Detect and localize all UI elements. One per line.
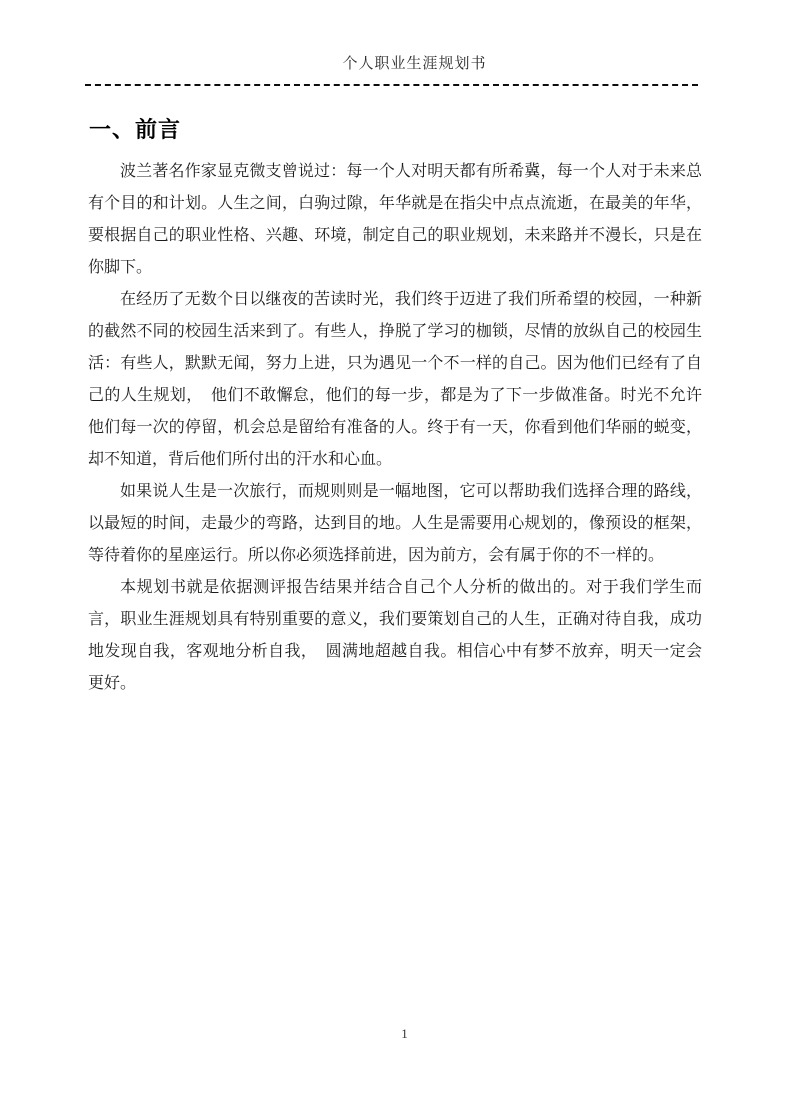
- page-number: 1: [401, 1026, 408, 1041]
- paragraph: 如果说人生是一次旅行，而规则则是一幅地图，它可以帮助我们选择合理的路线，以最短的时间，走最少的弯路，达到目的地。人生是需要用心规划的，像预设的框架，等待着你的星座运行。所以你必须选择前进，因为前方，会有属于你的不一样的。: [88, 483, 702, 564]
- paragraph: 波兰著名作家显克微支曾说过：每一个人对明天都有所希冀，每一个人对于未来总有个目的和计划。人生之间，白驹过隙，年华就是在指尖中点点流逝，在最美的年华，要根据自己的职业性格、兴趣、环境，制定自己的职业规划，未来路并不漫长，只是在你脚下。: [88, 163, 702, 276]
- section-heading-preface: 一、前言: [89, 117, 182, 142]
- paragraph: 在经历了无数个日以继夜的苦读时光，我们终于迈进了我们所希望的校园，一种新的截然不同的校园生活来到了。有些人，挣脱了学习的枷锁，尽情的放纵自己的校园生活：有些人，默默无闻，努力上进，只为遇见一个不一样的自己。因为他们已经有了自己的人生规划， 他们不敢懈怠，他们的每一步，都是为了下一步做准备。时光不允许他们每一次的停留，机会总是留给有准备的人。终于有一天，你看到他们华丽的蜕变，却不知道，背后他们所付出的汗水和心血。: [88, 291, 702, 468]
- paragraph: 本规划书就是依据测评报告结果并结合自己个人分析的做出的。对于我们学生而言，职业生涯规划具有特别重要的意义，我们要策划自己的人生，正确对待自我，成功地发现自我，客观地分析自我， 圆满地超越自我。相信心中有梦不放弃，明天一定会更好。: [88, 579, 702, 692]
- document-header-title: 个人职业生涯规划书: [342, 56, 487, 72]
- document-body: [88, 0, 702, 700]
